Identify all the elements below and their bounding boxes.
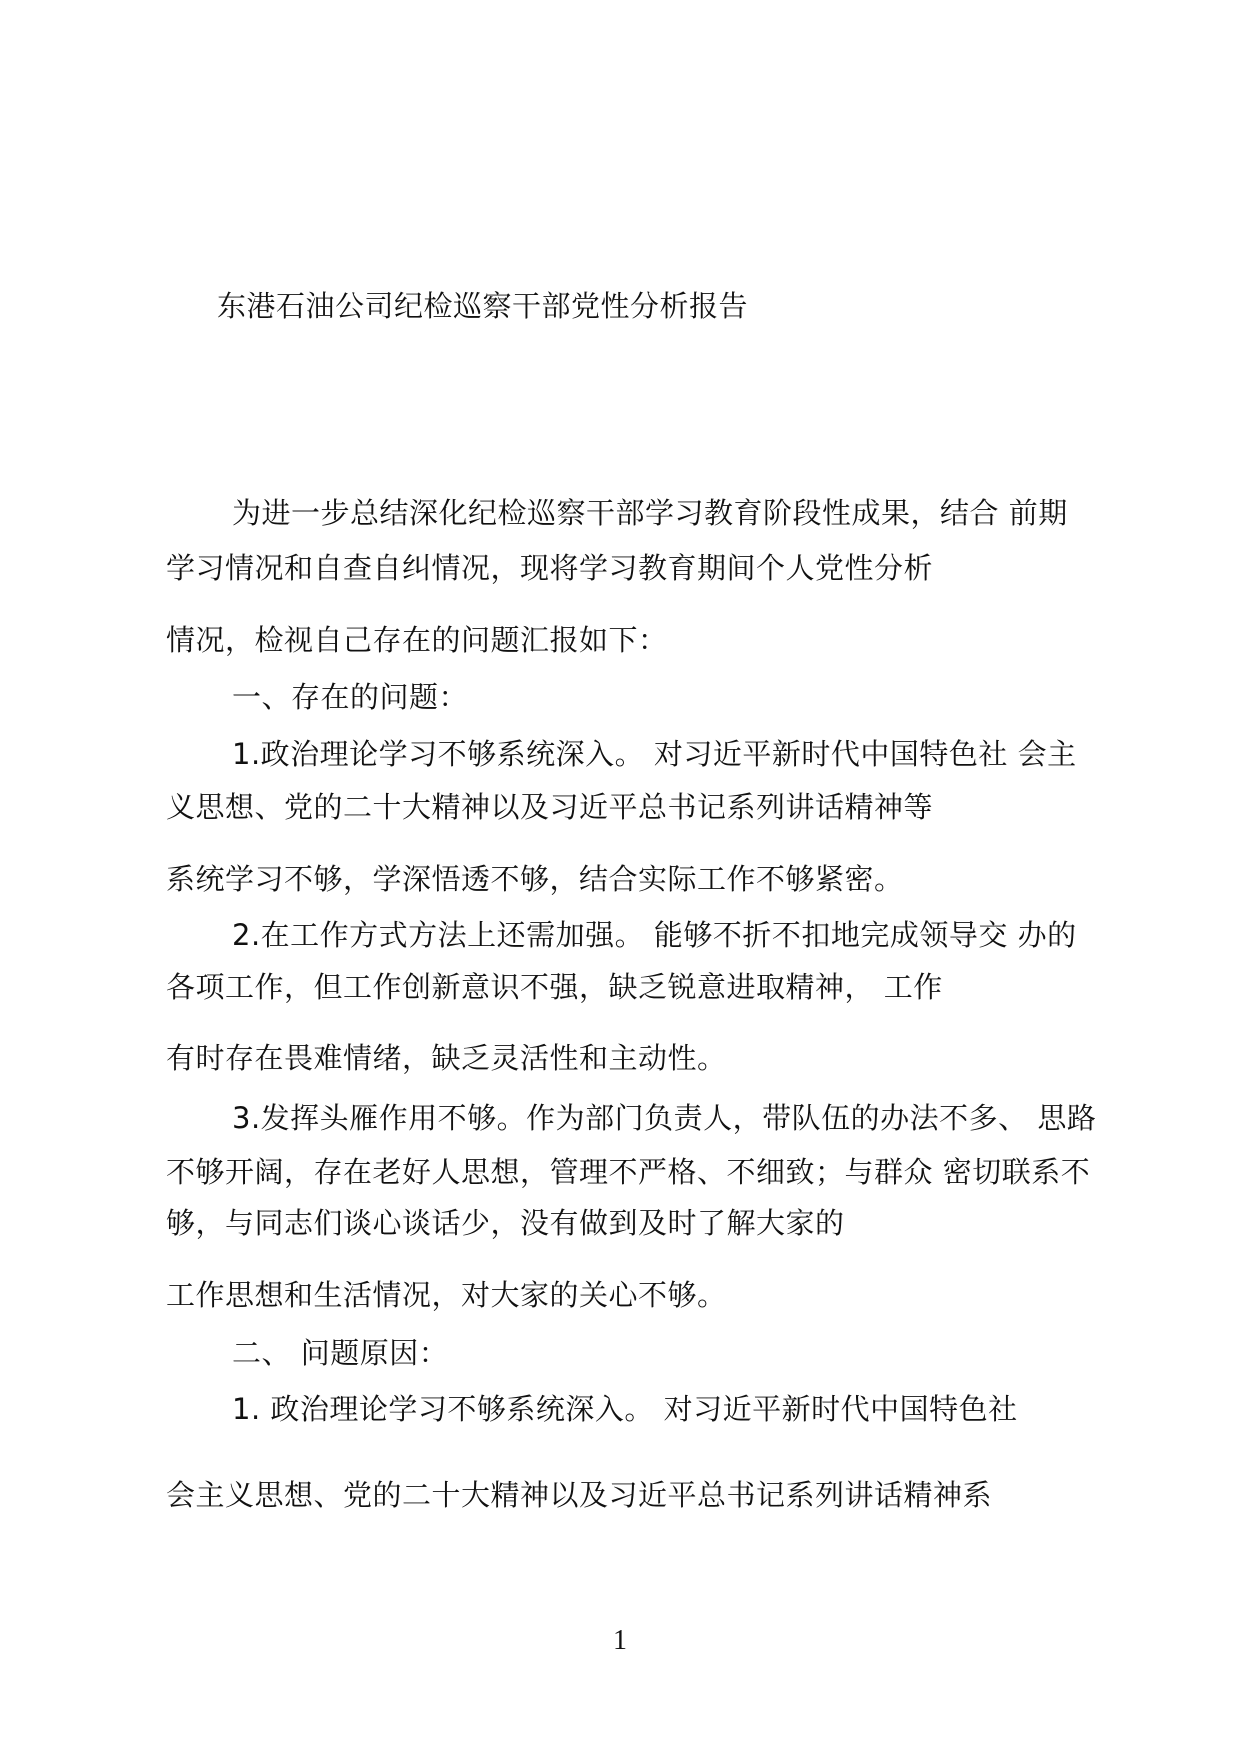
body-line: 系统学习不够，学深悟透不够，结合实际工作不够紧密。 [166,862,904,896]
body-line: 够，与同志们谈心谈话少，没有做到及时了解大家的 [166,1206,845,1240]
body-line: 工作思想和生活情况，对大家的关心不够。 [166,1278,727,1312]
body-line: 不够开阔，存在老好人思想，管理不严格、不细致；与群众 密切联系不 [166,1155,1091,1189]
body-line: 情况，检视自己存在的问题汇报如下： [166,623,668,657]
section-heading: 一、存在的问题： [232,680,469,714]
body-line: 1.政治理论学习不够系统深入。 对习近平新时代中国特色社 会主 [232,737,1077,771]
body-line: 会主义思想、党的二十大精神以及习近平总书记系列讲话精神系 [166,1478,993,1512]
body-line: 2.在工作方式方法上还需加强。 能够不折不扣地完成领导交 办的 [232,918,1077,952]
body-line: 有时存在畏难情绪，缺乏灵活性和主动性。 [166,1041,727,1075]
body-line: 1. 政治理论学习不够系统深入。 对习近平新时代中国特色社 [232,1392,1018,1426]
body-line: 各项工作，但工作创新意识不强，缺乏锐意进取精神， 工作 [166,970,943,1004]
body-line: 3.发挥头雁作用不够。作为部门负责人，带队伍的办法不多、 思路 [232,1101,1097,1135]
body-line: 为进一步总结深化纪检巡察干部学习教育阶段性成果，结合 前期 [232,496,1068,530]
page-number: 1 [613,1625,627,1656]
document-title: 东港石油公司纪检巡察干部党性分析报告 [217,289,749,323]
section-heading: 二、 问题原因： [232,1336,449,1370]
body-line: 学习情况和自查自纠情况，现将学习教育期间个人党性分析 [166,551,934,585]
body-line: 义思想、党的二十大精神以及习近平总书记系列讲话精神等 [166,790,934,824]
